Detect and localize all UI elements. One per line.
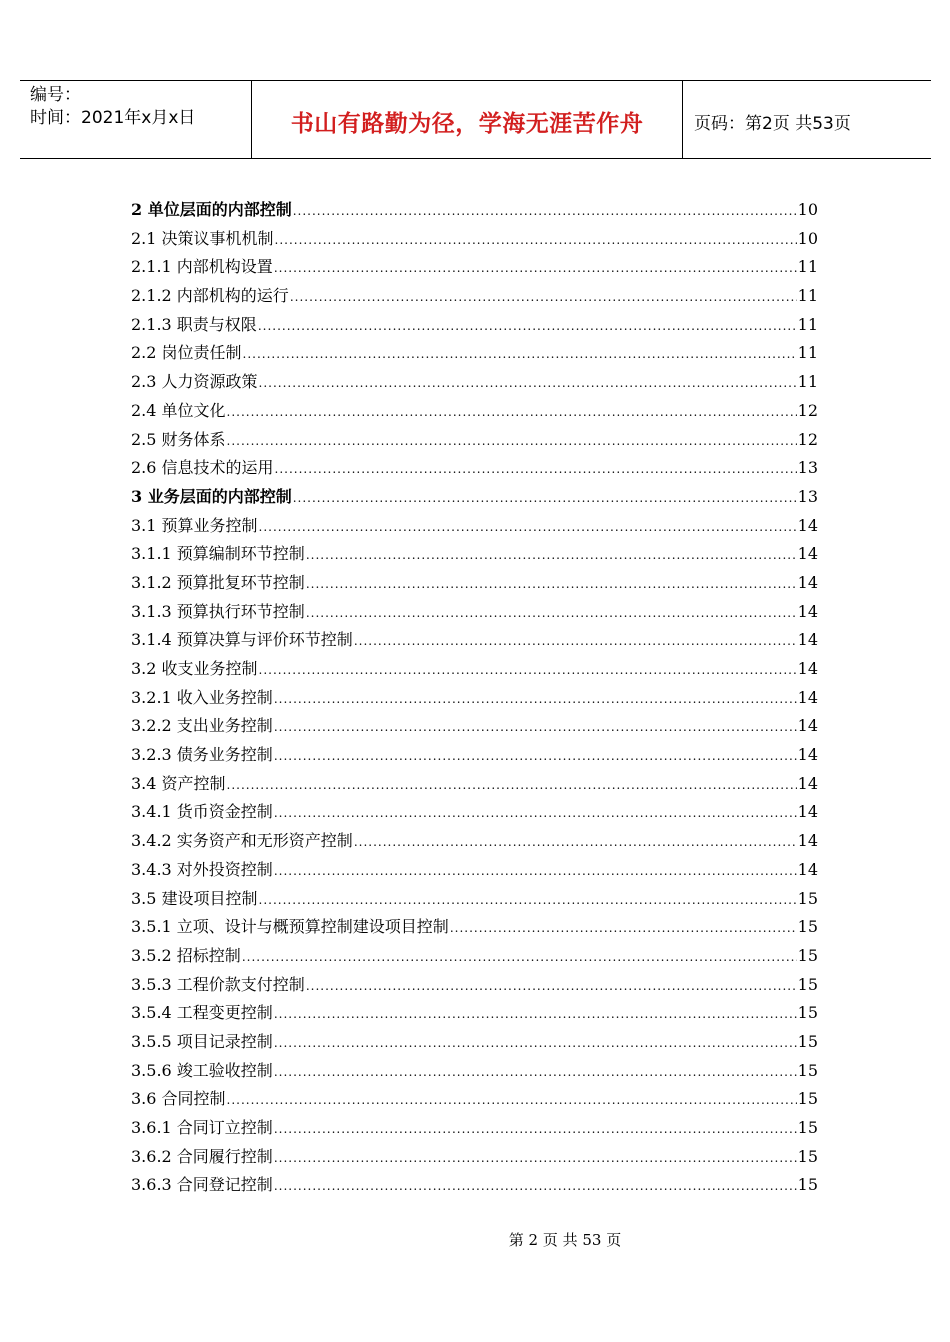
page-header bbox=[20, 80, 931, 159]
toc-dot-leader bbox=[258, 312, 797, 341]
toc-entry[interactable] bbox=[131, 598, 818, 627]
toc-dot-leader bbox=[274, 1115, 797, 1144]
toc-entry-title: 3.2.1 收入业务控制 bbox=[131, 687, 273, 707]
toc-entry-title: 3 业务层面的内部控制 bbox=[131, 486, 292, 506]
toc-dot-leader bbox=[243, 340, 797, 369]
toc-entry[interactable] bbox=[131, 512, 818, 541]
toc-dot-leader bbox=[259, 513, 797, 542]
toc-dot-leader bbox=[290, 283, 797, 312]
toc-dot-leader bbox=[227, 427, 797, 456]
toc-entry[interactable] bbox=[131, 1057, 818, 1086]
toc-entry-title: 3.5.3 工程价款支付控制 bbox=[131, 974, 305, 994]
toc-entry-page: 14 bbox=[797, 572, 818, 592]
toc-entry[interactable] bbox=[131, 311, 818, 340]
toc-entry-title: 3.4.2 实务资产和无形资产控制 bbox=[131, 831, 353, 851]
toc-entry-page: 15 bbox=[797, 1060, 818, 1080]
toc-entry-page: 14 bbox=[797, 515, 818, 535]
toc-dot-leader bbox=[274, 254, 797, 283]
toc-entry-title: 3.5.4 工程变更控制 bbox=[131, 1003, 273, 1023]
toc-entry-page: 15 bbox=[797, 888, 818, 908]
toc-entry-title: 3.6 合同控制 bbox=[131, 1089, 226, 1109]
toc-entry[interactable] bbox=[131, 1143, 818, 1172]
toc-entry-page: 11 bbox=[797, 343, 818, 363]
page-footer: 第 2 页 共 53 页 bbox=[508, 1231, 622, 1249]
toc-entry-page: 15 bbox=[797, 945, 818, 965]
toc-entry-title: 3.5.6 竣工验收控制 bbox=[131, 1060, 273, 1080]
toc-entry[interactable] bbox=[131, 339, 818, 368]
toc-entry-title: 3.4.3 对外投资控制 bbox=[131, 859, 273, 879]
toc-dot-leader bbox=[293, 197, 797, 226]
toc-entry[interactable] bbox=[131, 999, 818, 1028]
toc-dot-leader bbox=[306, 541, 797, 570]
toc-dot-leader bbox=[275, 455, 797, 484]
toc-entry-page: 12 bbox=[797, 400, 818, 420]
toc-entry[interactable] bbox=[131, 1171, 818, 1200]
toc-entry-title: 2.1.3 职责与权限 bbox=[131, 314, 257, 334]
toc-entry[interactable] bbox=[131, 1085, 818, 1114]
toc-entry[interactable] bbox=[131, 770, 818, 799]
toc-dot-leader bbox=[227, 1086, 797, 1115]
toc-entry[interactable] bbox=[131, 741, 818, 770]
toc-entry-title: 3.5 建设项目控制 bbox=[131, 888, 258, 908]
toc-entry-page: 15 bbox=[797, 917, 818, 937]
toc-entry[interactable] bbox=[131, 454, 818, 483]
toc-entry[interactable] bbox=[131, 942, 818, 971]
toc-entry-title: 3.1.3 预算执行环节控制 bbox=[131, 601, 305, 621]
toc-entry[interactable] bbox=[131, 913, 818, 942]
toc-entry-title: 3.5.5 项目记录控制 bbox=[131, 1031, 273, 1051]
toc-dot-leader bbox=[274, 1058, 797, 1087]
toc-entry-page: 15 bbox=[797, 1146, 818, 1166]
header-motto: 书山有路勤为径，学海无涯苦作舟 bbox=[290, 111, 644, 137]
toc-entry[interactable] bbox=[131, 856, 818, 885]
toc-dot-leader bbox=[259, 369, 797, 398]
toc-entry-page: 14 bbox=[797, 773, 818, 793]
toc-dot-leader bbox=[275, 226, 797, 255]
toc-entry-page: 13 bbox=[797, 458, 818, 478]
toc-entry-page: 10 bbox=[797, 200, 818, 219]
toc-entry[interactable] bbox=[131, 712, 818, 741]
toc-entry-title: 3.2 收支业务控制 bbox=[131, 659, 258, 678]
toc-entry-title: 2.4 单位文化 bbox=[131, 400, 226, 420]
toc-dot-leader bbox=[274, 685, 797, 714]
toc-entry[interactable] bbox=[131, 626, 818, 655]
toc-entry[interactable] bbox=[131, 368, 818, 397]
toc-dot-leader bbox=[274, 857, 797, 886]
toc-dot-leader bbox=[293, 484, 797, 513]
toc-entry-title: 2.1.1 内部机构设置 bbox=[131, 257, 273, 277]
toc-entry[interactable] bbox=[131, 655, 818, 684]
toc-entry-title: 3.4.1 货币资金控制 bbox=[131, 802, 273, 822]
toc-entry-title: 3.5.2 招标控制 bbox=[131, 945, 241, 965]
toc-entry[interactable] bbox=[131, 540, 818, 569]
toc-entry-page: 14 bbox=[797, 745, 818, 765]
toc-entry-title: 2.1.2 内部机构的运行 bbox=[131, 286, 289, 306]
toc-dot-leader bbox=[306, 570, 797, 599]
toc-entry-title: 3.1.1 预算编制环节控制 bbox=[131, 544, 305, 564]
toc-entry-page: 11 bbox=[797, 286, 818, 306]
table-of-contents bbox=[131, 196, 818, 1200]
toc-entry-title: 3.2.3 债务业务控制 bbox=[131, 745, 273, 765]
toc-entry-title: 3.4 资产控制 bbox=[131, 773, 226, 793]
toc-dot-leader bbox=[354, 828, 797, 857]
toc-entry-title: 3.1 预算业务控制 bbox=[131, 515, 258, 535]
toc-entry-title: 2.3 人力资源政策 bbox=[131, 372, 258, 392]
toc-entry[interactable] bbox=[131, 483, 818, 512]
toc-entry[interactable] bbox=[131, 1114, 818, 1143]
toc-entry[interactable] bbox=[131, 827, 818, 856]
toc-dot-leader bbox=[274, 713, 797, 742]
toc-dot-leader bbox=[274, 1029, 797, 1058]
document-time-label: 时间：2021年x月x日 bbox=[30, 108, 196, 128]
toc-entry-page: 11 bbox=[797, 314, 818, 334]
header-meta bbox=[30, 84, 195, 130]
toc-entry-title: 3.1.4 预算决算与评价环节控制 bbox=[131, 630, 353, 650]
toc-dot-leader bbox=[274, 1000, 797, 1029]
toc-entry-page: 14 bbox=[797, 859, 818, 879]
toc-entry[interactable] bbox=[131, 885, 818, 914]
toc-entry[interactable] bbox=[131, 397, 818, 426]
toc-dot-leader bbox=[259, 656, 797, 685]
toc-entry-page: 14 bbox=[797, 716, 818, 736]
toc-entry[interactable] bbox=[131, 569, 818, 598]
toc-dot-leader bbox=[242, 943, 797, 972]
toc-entry-title: 3.6.1 合同订立控制 bbox=[131, 1118, 273, 1137]
header-divider bbox=[682, 81, 683, 158]
toc-entry-page: 14 bbox=[797, 659, 818, 678]
toc-entry[interactable] bbox=[131, 426, 818, 455]
toc-dot-leader bbox=[274, 742, 797, 771]
toc-entry-page: 14 bbox=[797, 831, 818, 851]
toc-dot-leader bbox=[306, 599, 797, 628]
toc-dot-leader bbox=[227, 398, 797, 427]
toc-entry[interactable] bbox=[131, 225, 818, 254]
toc-dot-leader bbox=[274, 799, 797, 828]
toc-entry-page: 14 bbox=[797, 601, 818, 621]
toc-entry-page: 14 bbox=[797, 802, 818, 822]
toc-entry[interactable] bbox=[131, 971, 818, 1000]
toc-entry-page: 11 bbox=[797, 257, 818, 277]
toc-dot-leader bbox=[259, 886, 797, 915]
toc-entry-title: 2.6 信息技术的运用 bbox=[131, 458, 274, 478]
toc-entry-page: 11 bbox=[797, 372, 818, 392]
toc-entry[interactable] bbox=[131, 684, 818, 713]
toc-entry-title: 2 单位层面的内部控制 bbox=[131, 200, 292, 219]
toc-entry-page: 14 bbox=[797, 630, 818, 650]
toc-entry-page: 12 bbox=[797, 429, 818, 449]
toc-entry-page: 15 bbox=[797, 1118, 818, 1137]
toc-entry-page: 15 bbox=[797, 1003, 818, 1023]
toc-entry[interactable] bbox=[131, 1028, 818, 1057]
header-page-info: 页码：第2页 共53页 bbox=[694, 114, 851, 134]
toc-entry-title: 3.6.2 合同履行控制 bbox=[131, 1146, 273, 1166]
toc-dot-leader bbox=[227, 771, 797, 800]
toc-dot-leader bbox=[274, 1172, 797, 1201]
toc-entry-page: 15 bbox=[797, 974, 818, 994]
toc-entry-title: 3.2.2 支出业务控制 bbox=[131, 716, 273, 736]
toc-entry-title: 2.5 财务体系 bbox=[131, 429, 226, 449]
toc-entry[interactable] bbox=[131, 798, 818, 827]
document-number-label: 编号： bbox=[30, 85, 81, 105]
toc-dot-leader bbox=[274, 1144, 797, 1173]
toc-entry[interactable] bbox=[131, 253, 818, 282]
toc-entry-page: 15 bbox=[797, 1031, 818, 1051]
toc-entry-page: 14 bbox=[797, 544, 818, 564]
toc-entry-title: 3.1.2 预算批复环节控制 bbox=[131, 572, 305, 592]
toc-entry-page: 14 bbox=[797, 687, 818, 707]
toc-entry-title: 2.1 决策议事机机制 bbox=[131, 228, 274, 248]
toc-entry[interactable] bbox=[131, 282, 818, 311]
toc-entry-title: 3.6.3 合同登记控制 bbox=[131, 1175, 273, 1195]
toc-dot-leader bbox=[354, 627, 797, 656]
toc-entry[interactable] bbox=[131, 196, 818, 225]
toc-entry-page: 10 bbox=[797, 228, 818, 248]
toc-entry-title: 3.5.1 立项、设计与概预算控制建设项目控制 bbox=[131, 917, 449, 937]
toc-entry-page: 15 bbox=[797, 1175, 818, 1195]
toc-dot-leader bbox=[306, 972, 797, 1001]
toc-dot-leader bbox=[450, 914, 797, 943]
toc-entry-page: 15 bbox=[797, 1089, 818, 1109]
toc-entry-page: 13 bbox=[797, 486, 818, 506]
toc-entry-title: 2.2 岗位责任制 bbox=[131, 343, 242, 363]
